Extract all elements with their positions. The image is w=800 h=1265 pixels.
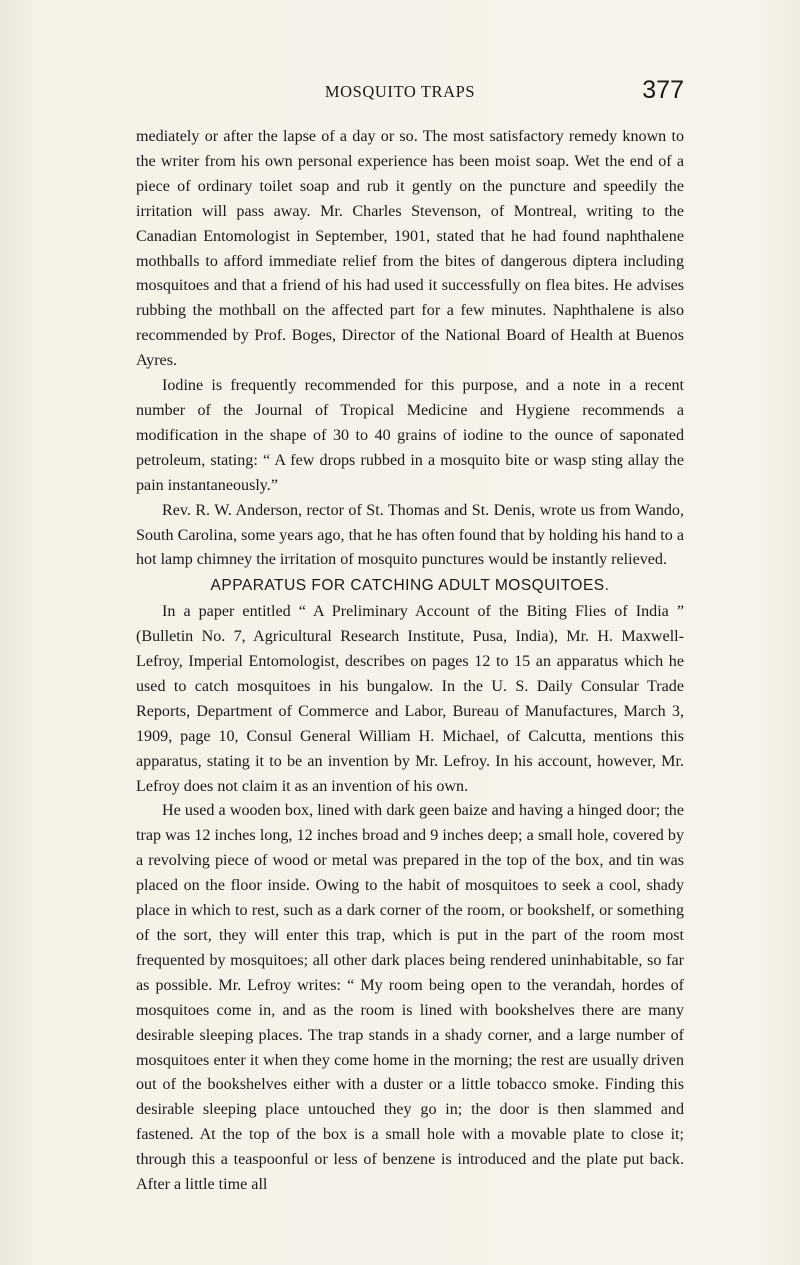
page-header: [0, 76, 800, 106]
running-head: MOSQUITO TRAPS: [324, 82, 476, 101]
paragraph-iodine: Iodine is frequently recommended for this purpose, and a note in a recent number of the Journal of Tropical Medicine and Hygiene recommends a modification in the shape of 30 to 40 grains of iodine to the ounce of saponated petroleum, stating: “ A few drops rubbed in a mosquito bite or wasp sting allay the pain instantaneously.”: [136, 377, 684, 494]
paragraph-anderson: Rev. R. W. Anderson, rector of St. Thomas and St. Denis, wrote us from Wando, South Carolina, some years ago, that he has often found that by holding his hand to a hot lamp chimney the irritation of mosquito punctures would be instantly relieved.: [136, 501, 684, 569]
paragraph-continued: mediately or after the lapse of a day or so. The most satisfactory remedy known to the writer from his own personal experience has been moist soap. Wet the end of a piece of ordinary toilet soap and rub it gently on the puncture and speedily the irritation will pass away. Mr. Charles Stevenson, of Montreal, writing to the Canadian Entomologist in September, 1901, stated that he had found naphthalene mothballs to afford immediate relief from the bites of dangerous diptera including mosquitoes and that a friend of his had used it successfully on flea bites. He advises rubbing the mothball on the affected part for a few minutes. Naphthalene is also recommended by Prof. Boges, Director of the National Board of Health at Buenos Ayres.: [136, 128, 684, 370]
page-number: 377: [642, 76, 684, 104]
section-heading: APPARATUS FOR CATCHING ADULT MOSQUITOES.: [210, 577, 610, 595]
paragraph-lefroy-paper: In a paper entitled “ A Preliminary Account of the Biting Flies of India ” (Bulletin No. 7, Agricultural Research Institute, Pusa, India), Mr. H. Maxwell-Lefroy, Imperial Entomologist, describes on pages 12 to 15 an apparatus which he used to catch mosquitoes in his bungalow. In the U. S. Daily Consular Trade Reports, Department of Commerce and Labor, Bureau of Manufactures, March 3, 1909, page 10, Consul General William H. Michael, of Calcutta, mentions this apparatus, stating it to be an invention by Mr. Lefroy. In his account, however, Mr. Lefroy does not claim it as an invention of his own.: [136, 603, 684, 795]
paragraph-wooden-box: He used a wooden box, lined with dark geen baize and having a hinged door; the trap was 12 inches long, 12 inches broad and 9 inches deep; a small hole, covered by a revolving piece of wood or metal was prepared in the top of the box, and tin was placed on the floor inside. Owing to the habit of mosquitoes to seek a cool, shady place in which to rest, such as a dark corner of the room, or bookshelf, or something of the sort, they will enter this trap, which is put in the part of the room most frequented by mosquitoes; all other dark places being rendered uninhabitable, so far as possible. Mr. Lefroy writes: “ My room being open to the verandah, hordes of mosquitoes come in, and as the room is lined with bookshelves there are many desirable sleeping places. The trap stands in a shady corner, and a large number of mosquitoes enter it when they come home in the morning; the rest are usually driven out of the bookshelves either with a duster or a little tobacco smoke. Finding this desirable sleeping place untouched they go in; the door is then slammed and fastened. At the top of the box is a small hole with a movable plate to close it; through this a teaspoonful or less of benzene is introduced and the plate put back. After a little time all: [136, 802, 684, 1194]
page-body: [136, 125, 684, 1198]
